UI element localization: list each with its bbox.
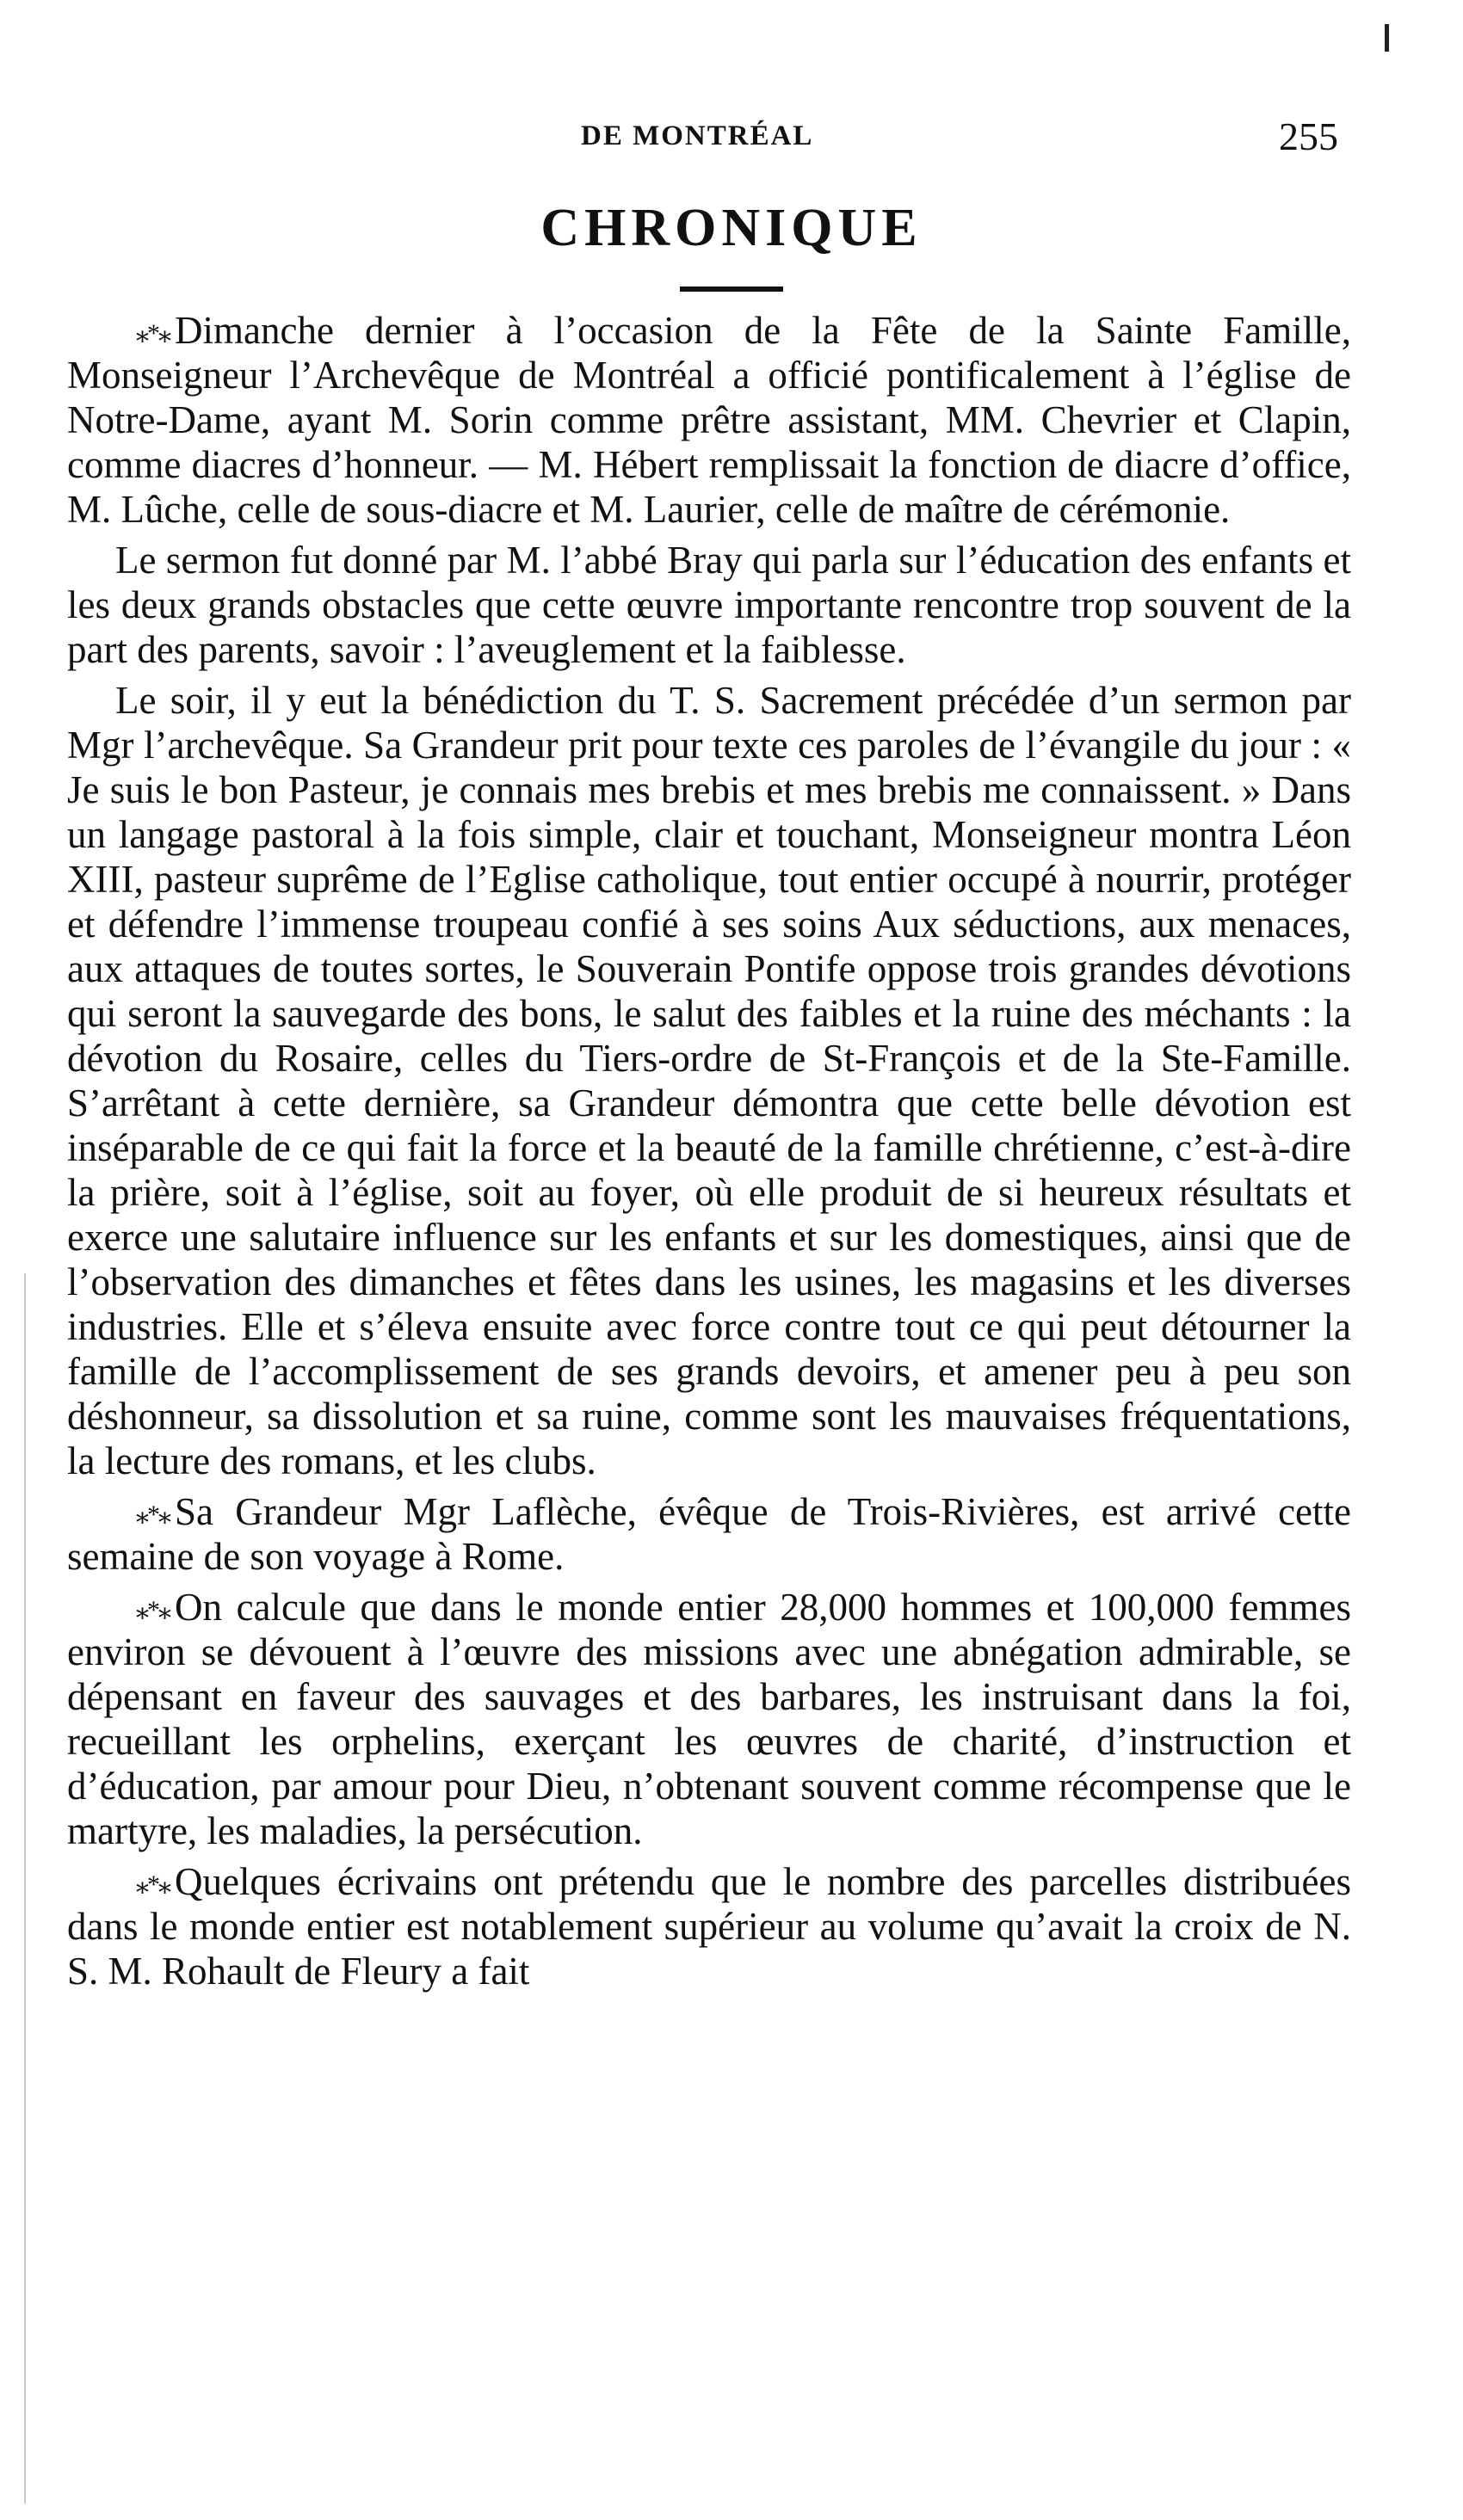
paragraph-text: On calcule que dans le monde entier 28,000 hommes et 100,000 femmes environ se dévouent à l’œuvre des missions avec une abnégation admirable, se dépensant en faveur des sauvages et des barbares, les instruisant dans la foi, recueillant les orphelins, exerçant les œuvres de charité, d’instruction et d’éducation, par amour pour Dieu, n’obtenant souvent comme récompense que le martyre, les maladies, la persécution. <box>67 1586 1351 1852</box>
paragraph-missions <box>67 1585 1351 1853</box>
paragraph-benediction <box>67 678 1351 1483</box>
paragraph-text: Le soir, il y eut la bénédiction du T. S. Sacrement précédée d’un sermon par Mgr l’archevêque. Sa Grandeur prit pour texte ces paroles de l’évangile du jour : « Je suis le bon Pasteur, je connais mes brebis et mes brebis me connaissent. » Dans un langage pastoral à la fois simple, clair et touchant, Monseigneur montra Léon XIII, pasteur suprême de l’Eglise catholique, tout entier occupé à nourrir, protéger et défendre l’immense troupeau confié à ses soins Aux séductions, aux menaces, aux attaques de toutes sortes, le Souverain Pontife oppose trois grandes dévotions qui seront la sauvegarde des bons, le salut des faibles et la ruine des méchants : la dévotion du Rosaire, celles du Tiers-ordre de St-François et de la Ste-Famille. S’arrêtant à cette dernière, sa Grandeur démontra que cette belle dévotion est inséparable de ce qui fait la force et la beauté de la famille chrétienne, c’est-à-dire la prière, soit à l’église, soit au foyer, où elle produit de si heureux résultats et exerce une salutaire influence sur les enfants et sur les domestiques, ainsi que de l’observation des dimanches et fêtes dans les usines, les magasins et les diverses industries. Elle et s’éleva ensuite avec force contre tout ce qui peut détourner la famille de l’accomplissement de ses grands devoirs, et amener peu à peu son déshonneur, sa dissolution et sa ruine, comme sont les mauvaises fréquentations, la lecture des romans, et les clubs. <box>67 679 1351 1482</box>
paragraph-text: Dimanche dernier à l’occasion de la Fête de la Sainte Famille, Monseigneur l’Archevêque de Montréal a officié pontificalement à l’église de Notre-Dame, ayant M. Sorin comme prêtre assistant, MM. Chevrier et Clapin, comme diacres d’honneur. — M. Hébert remplissait la fonction de diacre d’office, M. Lûche, celle de sous-diacre et M. Laurier, celle de maître de cérémonie. <box>67 309 1351 531</box>
running-title: DE MONTRÉAL <box>581 120 814 151</box>
asterism-ornament: ⁎*⁎ <box>136 1596 170 1624</box>
paragraph-text: Le sermon fut donné par M. l’abbé Bray qui parla sur l’éducation des enfants et les deux grands obstacles que cette œuvre importante rencontre trop souvent de la part des parents, savoir : l’aveuglement et la faiblesse. <box>67 539 1351 671</box>
asterism-ornament: ⁎*⁎ <box>136 319 170 348</box>
asterism-ornament: ⁎*⁎ <box>136 1500 170 1529</box>
paragraph-text: Sa Grandeur Mgr Laflèche, évêque de Trois-Rivières, est arrivé cette semaine de son voyage à Rome. <box>67 1490 1351 1578</box>
title-rule <box>680 287 783 292</box>
page-number: 255 <box>1279 114 1338 158</box>
running-head <box>0 114 1463 163</box>
asterism-ornament: ⁎*⁎ <box>136 1870 170 1899</box>
paragraph-fete-sainte-famille <box>67 308 1351 532</box>
paragraph-text: Quelques écrivains ont prétendu que le nombre des parcelles distribuées dans le monde entier est notablement supérieur au volume qu’avait la croix de N. S. M. Rohault de Fleury a fait <box>67 1860 1351 1993</box>
text-column <box>67 308 1351 1993</box>
paragraph-mgr-lafleche <box>67 1489 1351 1579</box>
page-edge-mark <box>1385 24 1389 52</box>
paragraph-parcelles <box>67 1859 1351 1993</box>
section-title: CHRONIQUE <box>540 199 923 257</box>
scan-margin-line <box>24 1273 26 2504</box>
paragraph-sermon <box>67 538 1351 672</box>
